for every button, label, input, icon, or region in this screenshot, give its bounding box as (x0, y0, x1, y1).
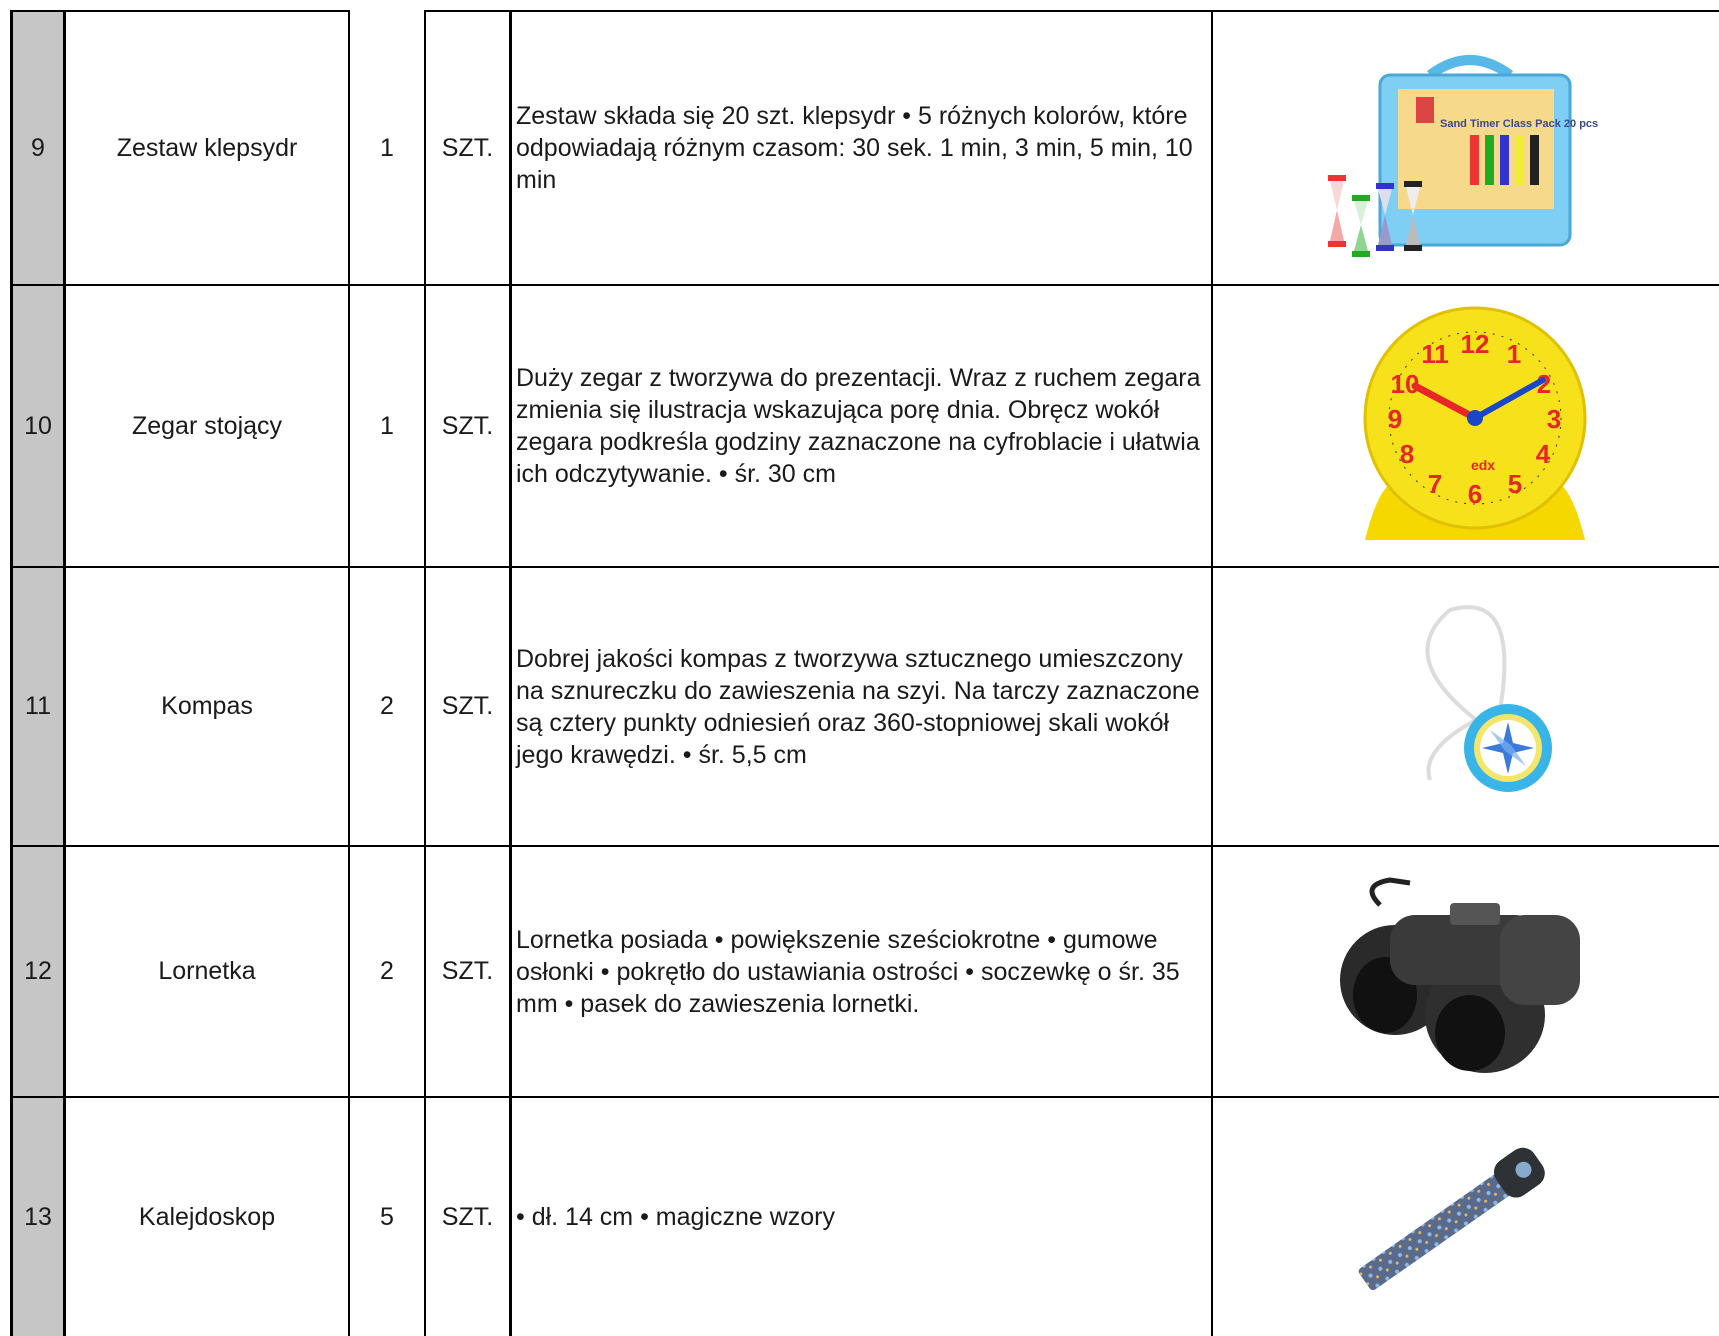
svg-text:7: 7 (1427, 469, 1443, 499)
svg-text:1: 1 (1506, 339, 1522, 369)
item-quantity: 1 (380, 411, 394, 440)
item-description: Lornetka posiada • powiększenie sześciokrotne • gumowe osłonki • pokrętło do ustawiania ostrości • soczewkę o śr. 35 mm • pasek do zawieszenia lornetki. (516, 925, 1180, 1018)
svg-text:3: 3 (1546, 404, 1562, 434)
item-description: • dł. 14 cm • magiczne wzory (516, 1203, 835, 1231)
row-number: 11 (25, 692, 51, 720)
svg-text:2: 2 (1536, 369, 1552, 399)
sand-timer-set-image (1320, 45, 1599, 260)
item-unit: SZT. (441, 957, 494, 985)
item-name: Zestaw klepsydr (116, 133, 298, 162)
item-quantity: 2 (380, 692, 394, 720)
item-unit: SZT. (441, 411, 494, 440)
compass-image (1380, 600, 1580, 800)
row-number: 13 (24, 1202, 52, 1231)
item-name: Kalejdoskop (138, 1202, 276, 1231)
svg-text:10: 10 (1390, 369, 1420, 399)
timer-green (1352, 195, 1370, 257)
kaleidoscope-image (1325, 1120, 1575, 1320)
package-label-title: Sand Timer Class Pack 20 pcs (1440, 118, 1599, 130)
item-name: Kompas (161, 692, 253, 720)
demonstration-clock-image (1355, 308, 1595, 548)
row-number: 9 (31, 133, 45, 162)
item-quantity: 2 (380, 957, 394, 985)
item-name: Zegar stojący (131, 411, 283, 440)
timer-red (1328, 175, 1346, 247)
svg-text:8: 8 (1399, 439, 1415, 469)
row-number: 10 (24, 411, 52, 440)
svg-text:5: 5 (1507, 469, 1523, 499)
item-description: Dobrej jakości kompas z tworzywa sztucznego umieszczony na sznureczku do zawieszenia na szyi. Na tarczy zaznaczone są cztery punkty odniesień oraz 360-stopniowej skali wokół jego krawędzi. • śr. 5,5 cm (516, 644, 1200, 769)
item-description: Duży zegar z tworzywa do prezentacji. Wraz z ruchem zegara zmienia się ilustracja wskazująca porę dnia. Obręcz wokół zegara podkreśla godziny zaznaczone na cyfroblacie i ułatwia ich odczytywanie. • śr. 30 cm (516, 364, 1201, 488)
clock-brand-logo: edx (1470, 457, 1496, 473)
svg-text:11: 11 (1421, 339, 1449, 369)
grid-line (1211, 10, 1213, 1336)
item-quantity: 1 (380, 133, 394, 162)
svg-text:9: 9 (1387, 404, 1403, 434)
item-quantity: 5 (380, 1202, 394, 1231)
svg-text:4: 4 (1535, 439, 1551, 469)
item-name: Lornetka (158, 957, 256, 985)
svg-text:6: 6 (1467, 479, 1483, 509)
svg-text:12: 12 (1460, 329, 1490, 359)
binoculars-image (1330, 875, 1600, 1075)
item-description: Zestaw składa się 20 szt. klepsydr • 5 różnych kolorów, które odpowiadają różnym czasom: 30 sek. 1 min, 3 min, 5 min, 10 min (516, 102, 1193, 194)
row-number: 12 (24, 957, 52, 985)
item-unit: SZT. (441, 1202, 494, 1231)
item-unit: SZT. (441, 692, 494, 720)
item-unit: SZT. (441, 133, 494, 162)
